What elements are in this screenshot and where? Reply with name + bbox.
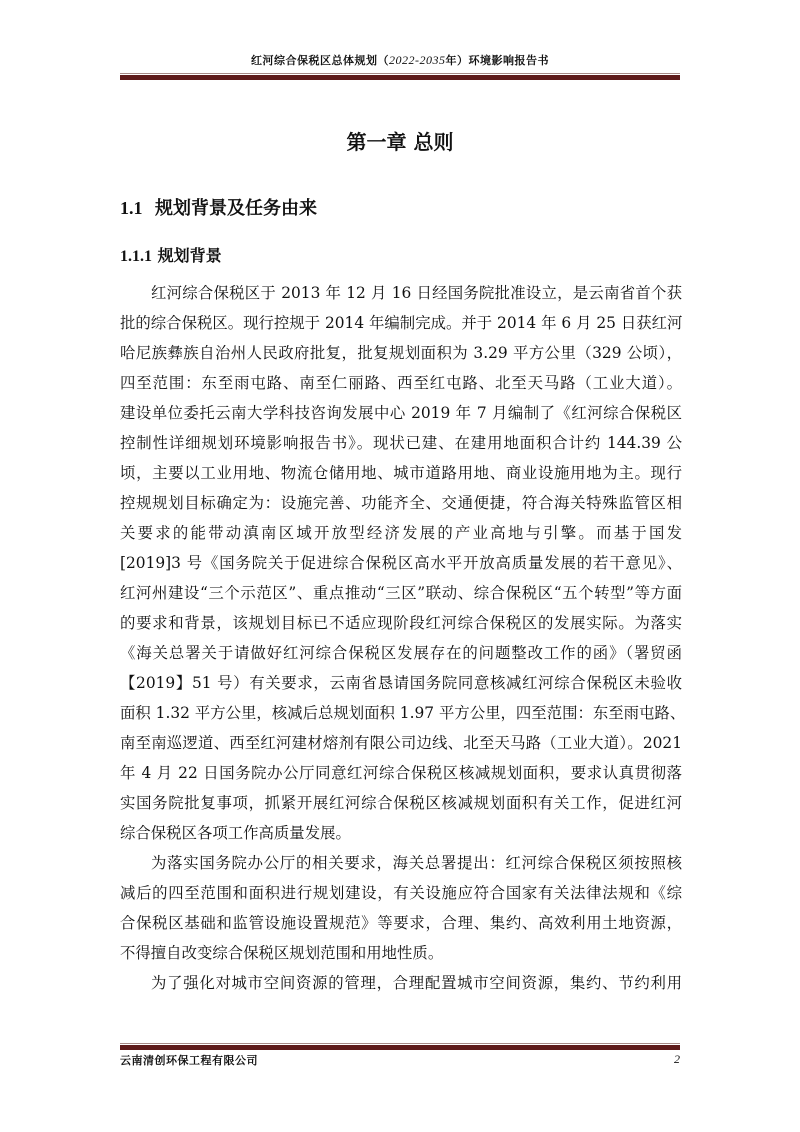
subsection-number: 1.1.1 — [120, 248, 152, 265]
running-footer — [120, 1052, 680, 1068]
paragraph-3-line: 为了强化对城市空间资源的管理，合理配置城市空间资源，集约、节约利用 — [151, 974, 682, 992]
paragraph-1-line: 控制性详细规划环境影响报告书》。现状已建、在建用地面积合计约 144.39 公 — [120, 434, 682, 452]
header-title-years: 2022-2035 — [389, 53, 446, 67]
paragraph-2-line: 为落实国务院办公厅的相关要求，海关总署提出：红河综合保税区须按照核 — [151, 854, 682, 872]
paragraph-2-line: 减后的四至范围和面积进行规划建设，有关设施应符合国家有关法律法规和《综 — [120, 884, 682, 902]
section-number: 1.1 — [120, 198, 143, 218]
section-title: 规划背景及任务由来 — [155, 198, 318, 219]
paragraph-1-line: 红河综合保税区于 2013 年 12 月 16 日经国务院批准设立，是云南省首个获 — [151, 284, 682, 302]
running-header — [120, 52, 680, 68]
paragraph-1-line: 年 4 月 22 日国务院办公厅同意红河综合保税区核减规划面积，要求认真贯彻落 — [120, 764, 682, 782]
paragraph-1-line: 四至范围：东至雨屯路、南至仁丽路、西至红屯路、北至天马路（工业大道）。 — [120, 374, 682, 392]
header-divider — [120, 73, 680, 80]
subsection-title: 规划背景 — [157, 246, 222, 265]
paragraph-1-line: 综合保税区各项工作高质量发展。 — [120, 824, 351, 842]
header-title-prefix: 红河综合保税区总体规划（ — [251, 54, 389, 67]
paragraph-1-line: 批的综合保税区。现行控规于 2014 年编制完成。并于 2014 年 6 月 25 日获红河 — [120, 314, 683, 332]
page-number: 2 — [674, 1052, 680, 1066]
paragraph-2-line: 合保税区基础和监管设施设置规范》等要求，合理、集约、高效利用土地资源， — [120, 914, 682, 932]
section-heading — [120, 194, 317, 220]
paragraph-1-line: 【2019】51 号）有关要求，云南省恳请国务院同意核减红河综合保税区未验收 — [120, 674, 682, 692]
paragraph-1-line: 哈尼族彝族自治州人民政府批复，批复规划面积为 3.29 平方公里（329 公顷）， — [120, 344, 682, 362]
paragraph-1-line: 关要求的能带动滇南区域开放型经济发展的产业高地与引擎。而基于国发 — [120, 524, 682, 542]
paragraph-1-line: 面积 1.32 平方公里，核减后总规划面积 1.97 平方公里，四至范围：东至雨屯路、 — [120, 704, 686, 722]
paragraph-1-line: 实国务院批复事项，抓紧开展红河综合保税区核减规划面积有关工作，促进红河 — [120, 794, 682, 812]
body-text — [120, 280, 686, 1000]
paragraph-1-line: 建设单位委托云南大学科技咨询发展中心 2019 年 7 月编制了《红河综合保税区 — [120, 404, 682, 422]
paragraph-1-line: 《海关总署关于请做好红河综合保税区发展存在的问题整改工作的函》（署贸函 — [120, 644, 682, 662]
footer-company: 云南清创环保工程有限公司 — [120, 1054, 258, 1067]
footer-divider — [120, 1043, 680, 1050]
paragraph-1-line: 的要求和背景，该规划目标已不适应现阶段红河综合保税区的发展实际。为落实 — [120, 614, 682, 632]
paragraph-1-line: [2019]3 号《国务院关于促进综合保税区高水平开放高质量发展的若干意见》、 — [120, 554, 682, 572]
paragraph-1-line: 南至南巡逻道、西至红河建材熔剂有限公司边线、北至天马路（工业大道）。2021 — [120, 734, 682, 752]
paragraph-2-line: 不得擅自改变综合保税区规划范围和用地性质。 — [120, 944, 444, 962]
paragraph-1-line: 红河州建设“三个示范区”、重点推动“三区”联动、综合保税区“五个转型”等方面 — [120, 584, 682, 602]
chapter-title: 第一章 总则 — [346, 130, 454, 154]
header-title-suffix: 年）环境影响报告书 — [445, 54, 549, 67]
paragraph-1-line: 控规规划目标确定为：设施完善、功能齐全、交通便捷，符合海关特殊监管区相 — [120, 494, 682, 512]
subsection-heading — [120, 243, 222, 266]
paragraph-1-line: 顷，主要以工业用地、物流仓储用地、城市道路用地、商业设施用地为主。现行 — [120, 464, 682, 482]
